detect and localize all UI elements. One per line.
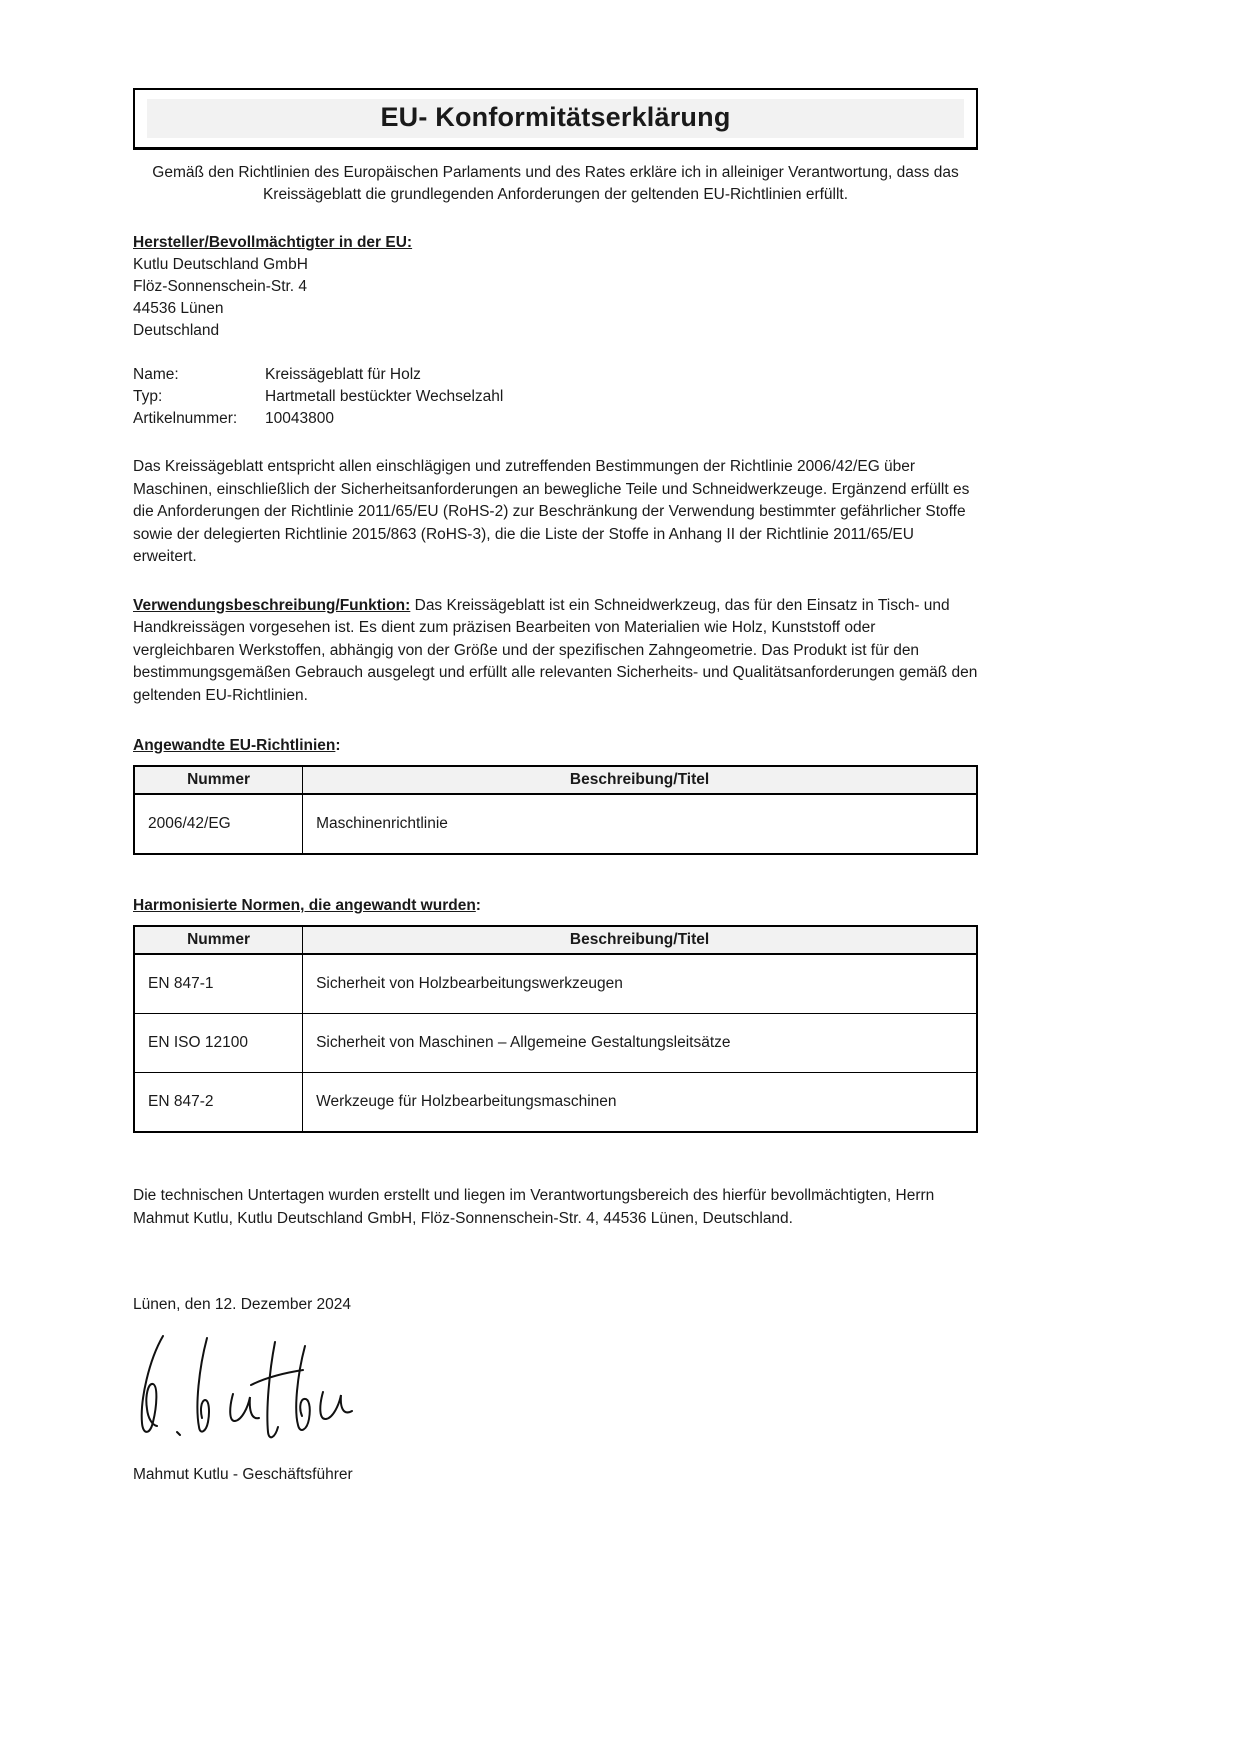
tech-docs-paragraph: Die technischen Untertagen wurden erstellt und liegen im Verantwortungsbereich des hierfür bevollmächtigten, Herrn Mahmut Kutlu, Kutlu Deutschland GmbH, Flöz-Sonnenschein-Str. 4, 44536 Lünen, Deutschland. [133, 1187, 935, 1227]
product-type-row [133, 386, 978, 408]
directive-number-cell: 2006/42/EG [134, 794, 303, 854]
standards-col-nummer: Nummer [134, 926, 303, 954]
signatory-name-line: Mahmut Kutlu - Geschäftsführer [133, 1466, 353, 1483]
standard-number-cell: EN ISO 12100 [134, 1014, 303, 1073]
product-articlenumber-value: 10043800 [265, 410, 334, 427]
standard-number-cell: EN 847-2 [134, 1073, 303, 1133]
table-row [134, 794, 977, 854]
signature-image [133, 1328, 393, 1448]
product-name-label: Name: [133, 366, 179, 383]
manufacturer-heading: Hersteller/Bevollmächtigter in der EU: [133, 234, 413, 251]
manufacturer-city: 44536 Lünen [133, 300, 224, 317]
usage-paragraph [133, 595, 978, 708]
product-articlenumber-row [133, 408, 978, 430]
standard-title-cell: Sicherheit von Holzbearbeitungswerkzeugen [303, 954, 977, 1014]
manufacturer-street: Flöz-Sonnenschein-Str. 4 [133, 278, 308, 295]
product-type-label: Typ: [133, 388, 163, 405]
directives-table [133, 765, 978, 855]
spacer [133, 342, 978, 364]
manufacturer-name: Kutlu Deutschland GmbH [133, 256, 308, 273]
title-box [133, 88, 978, 150]
product-type-value: Hartmetall bestückter Wechselzahl [265, 388, 504, 405]
table-row [134, 954, 977, 1014]
product-articlenumber-label: Artikelnummer: [133, 410, 238, 427]
manufacturer-section [133, 232, 978, 342]
product-name-row [133, 364, 978, 386]
standard-title-cell: Werkzeuge für Holzbearbeitungsmaschinen [303, 1073, 977, 1133]
table-row [134, 1014, 977, 1073]
usage-heading: Verwendungsbeschreibung/Funktion: [133, 596, 411, 614]
compliance-paragraph: Das Kreissägeblatt entspricht allen einschlägigen und zutreffenden Bestimmungen der Richtlinie 2006/42/EG über Maschinen, einschließlich der Sicherheitsanforderungen an bewegliche Teile und Schneidwerkzeuge. Ergänzend erfüllt es die Anforderungen der Richtlinie 2011/65/EU (RoHS-2) zur Beschränkung der Verwendung bestimmter gefährlicher Stoffe sowie der delegierten Richtlinie 2015/863 (RoHS-3), die die Liste der Stoffe in Anhang II der Richtlinie 2011/65/EU erweitert. [133, 458, 970, 565]
intro-paragraph: Gemäß den Richtlinien des Europäischen Parlaments und des Rates erkläre ich in alleiniger Verantwortung, dass das Kreissägeblatt die grundlegenden Anforderungen der geltenden EU-Richtlinien erfüllt. [152, 164, 959, 203]
directive-title-cell: Maschinenrichtlinie [303, 794, 977, 854]
product-section [133, 364, 978, 430]
standards-header-row [134, 926, 977, 954]
standards-col-beschreibung: Beschreibung/Titel [303, 926, 977, 954]
manufacturer-country: Deutschland [133, 322, 220, 339]
directives-col-beschreibung: Beschreibung/Titel [303, 766, 977, 794]
directives-col-nummer: Nummer [134, 766, 303, 794]
directives-header-row [134, 766, 977, 794]
directives-heading: Angewandte EU-Richtlinien: [133, 737, 341, 754]
usage-text: Das Kreissägeblatt ist ein Schneidwerkzeug, das für den Einsatz in Tisch- und Handkreissägen vorgesehen ist. Es dient zum präzisen Bearbeiten von Materialien wie Holz, Kunststoff oder vergleichbaren Werkstoffen, abhängig von der Größe und der spezifischen Zahngeometrie. Das Produkt ist für den bestimmungsgemäßen Gebrauch ausgelegt und erfüllt alle relevanten Sicherheits- und Qualitätsanforderungen gemäß den geltenden EU-Richtlinien. [133, 596, 978, 704]
title-band [147, 99, 964, 138]
standard-title-cell: Sicherheit von Maschinen – Allgemeine Gestaltungsleitsätze [303, 1014, 977, 1073]
signature-svg [133, 1328, 393, 1448]
place-date-line: Lünen, den 12. Dezember 2024 [133, 1296, 352, 1313]
table-row [134, 1073, 977, 1133]
page-title: EU- Konformitätserklärung [380, 102, 731, 132]
standards-table [133, 925, 978, 1133]
standard-number-cell: EN 847-1 [134, 954, 303, 1014]
product-name-value: Kreissägeblatt für Holz [265, 366, 421, 383]
standards-heading: Harmonisierte Normen, die angewandt wurden: [133, 897, 481, 914]
